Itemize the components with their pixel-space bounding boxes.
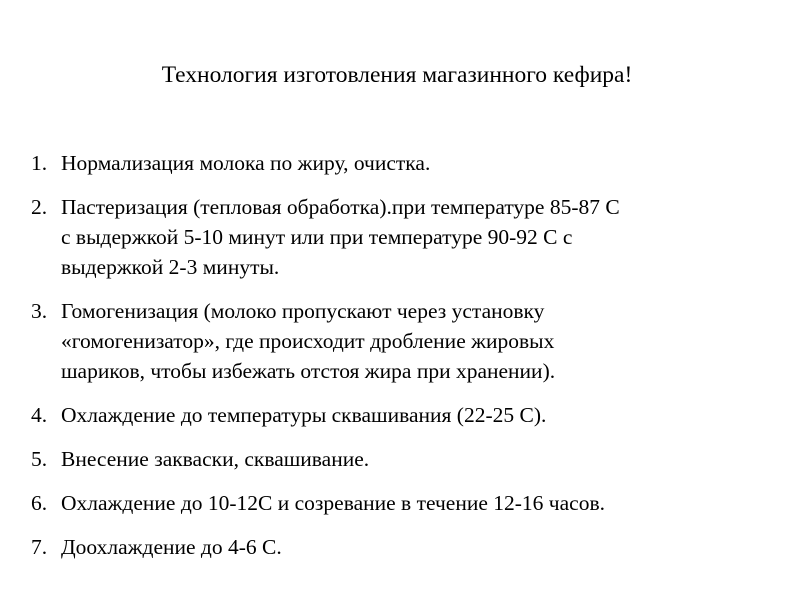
item-number: 5. bbox=[31, 447, 48, 471]
list-item-6 bbox=[31, 488, 771, 518]
item-line: Нормализация молока по жиру, очистка. bbox=[61, 151, 431, 175]
item-line: Внесение закваски, сквашивание. bbox=[61, 447, 370, 471]
item-text bbox=[61, 148, 771, 178]
item-text bbox=[61, 296, 771, 386]
item-line: шариков, чтобы избежать отстоя жира при хранении). bbox=[61, 359, 556, 383]
item-text bbox=[61, 488, 771, 518]
item-number: 1. bbox=[31, 151, 48, 175]
item-line: с выдержкой 5-10 минут или при температуре 90-92 С с bbox=[61, 225, 573, 249]
item-number: 3. bbox=[31, 299, 48, 323]
item-text bbox=[61, 192, 771, 282]
slide-title: Технология изготовления магазинного кефира! bbox=[161, 62, 633, 88]
item-number: 7. bbox=[31, 535, 48, 559]
list-item-3 bbox=[31, 296, 771, 386]
item-line: Пастеризация (тепловая обработка).при температуре 85-87 С bbox=[61, 195, 620, 219]
list-item-4 bbox=[31, 400, 771, 430]
list-item-7 bbox=[31, 532, 771, 562]
item-text bbox=[61, 400, 771, 430]
item-text bbox=[61, 444, 771, 474]
item-line: Гомогенизация (молоко пропускают через установку bbox=[61, 299, 545, 323]
item-line: «гомогенизатор», где происходит дробление жировых bbox=[61, 329, 555, 353]
list-item-5 bbox=[31, 444, 771, 474]
item-text bbox=[61, 532, 771, 562]
item-number: 4. bbox=[31, 403, 48, 427]
process-steps-list bbox=[31, 148, 771, 562]
list-item-1 bbox=[31, 148, 771, 178]
list-item-2 bbox=[31, 192, 771, 282]
item-number: 2. bbox=[31, 195, 48, 219]
item-line: Доохлаждение до 4-6 С. bbox=[61, 535, 282, 559]
item-line: выдержкой 2-3 минуты. bbox=[61, 255, 280, 279]
item-line: Охлаждение до температуры сквашивания (22-25 С). bbox=[61, 403, 547, 427]
item-line: Охлаждение до 10-12С и созревание в течение 12-16 часов. bbox=[61, 491, 605, 515]
item-number: 6. bbox=[31, 491, 48, 515]
